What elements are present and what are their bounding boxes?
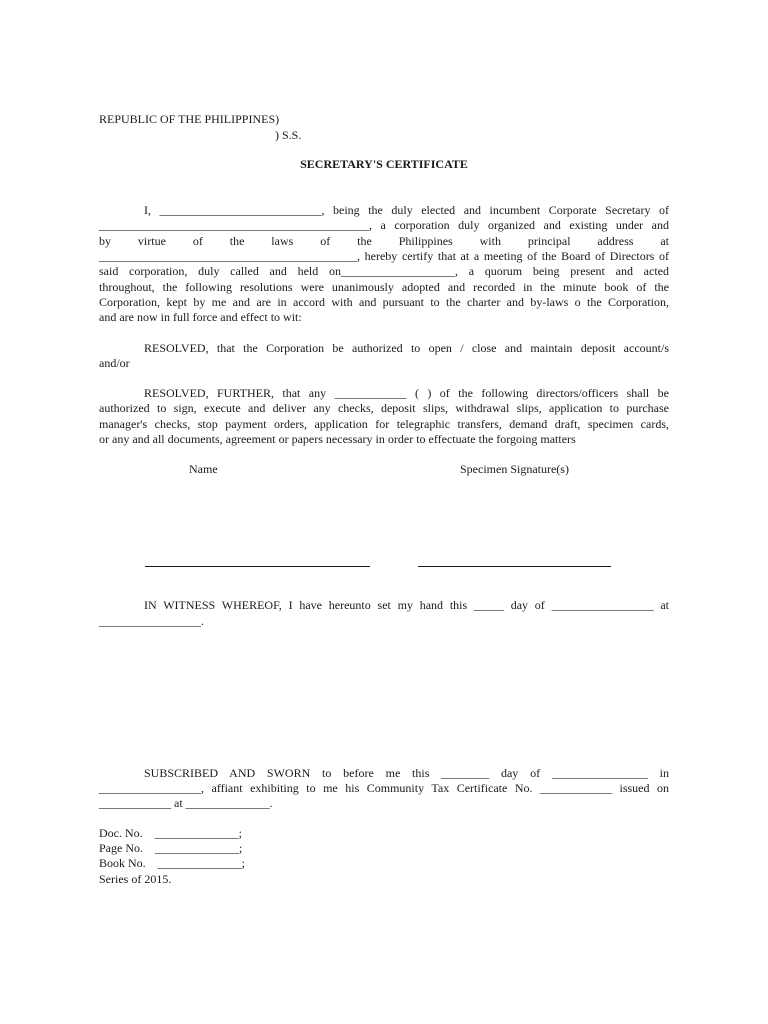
doc-no-line: Doc. No. ______________;: [99, 826, 242, 840]
resolved-2-line-4: or any and all documents, agreement or papers necessary in order to effectuate the forgoing matters: [99, 432, 576, 446]
republic-line: REPUBLIC OF THE PHILIPPINES): [99, 112, 280, 126]
page-no-line: Page No. ______________;: [99, 841, 243, 855]
body-line-7: Corporation, kept by me and are in accord with and pursuant to the charter and by-laws o the Corporation,: [99, 295, 669, 309]
body-line-2: _____________________________________________, a corporation duly organized and existing under and: [99, 218, 669, 232]
body-line-1: I, ___________________________, being the duly elected and incumbent Corporate Secretary of: [144, 203, 669, 217]
body-line-6: throughout, the following resolutions were unanimously adopted and recorded in the minute book of the: [99, 280, 669, 294]
name-signature-line: [145, 566, 370, 567]
resolved-2-line-1: RESOLVED, FURTHER, that any ____________ ( ) of the following directors/officers shall be: [144, 386, 669, 400]
body-line-3: by virtue of the laws of the Philippines with principal address at: [99, 234, 669, 248]
subscribed-line-2: _________________, affiant exhibiting to me his Community Tax Certificate No. ____________ issued on: [99, 781, 669, 795]
resolved-1-line-2: and/or: [99, 356, 130, 370]
body-line-5: said corporation, duly called and held on___________________, a quorum being present and acted: [99, 264, 669, 278]
resolved-1-line-1: RESOLVED, that the Corporation be authorized to open / close and maintain deposit account/s: [144, 341, 669, 355]
ss-line: ) S.S.: [275, 128, 302, 142]
subscribed-line-3: ____________ at ______________.: [99, 796, 273, 810]
resolved-2-line-3: manager's checks, stop payment orders, application for telegraphic transfers, demand draft, specimen cards,: [99, 417, 669, 431]
body-line-8: and are now in full force and effect to wit:: [99, 310, 302, 324]
body-line-4: ___________________________________________, hereby certify that at a meeting of the Board of Directors of: [99, 249, 669, 263]
resolved-2-line-2: authorized to sign, execute and deliver any checks, deposit slips, withdrawal slips, application to purchase: [99, 401, 669, 415]
book-no-line: Book No. ______________;: [99, 856, 246, 870]
subscribed-line-1: SUBSCRIBED AND SWORN to before me this ________ day of ________________ in: [144, 766, 669, 780]
specimen-signature-line: [418, 566, 611, 567]
series-line: Series of 2015.: [99, 872, 172, 886]
page-title: SECRETARY'S CERTIFICATE: [300, 157, 468, 171]
signature-column-header: Specimen Signature(s): [460, 462, 569, 476]
witness-line-1: IN WITNESS WHEREOF, I have hereunto set my hand this _____ day of _________________ at: [144, 598, 669, 612]
witness-line-2: _________________.: [99, 614, 204, 628]
name-column-header: Name: [189, 462, 218, 476]
